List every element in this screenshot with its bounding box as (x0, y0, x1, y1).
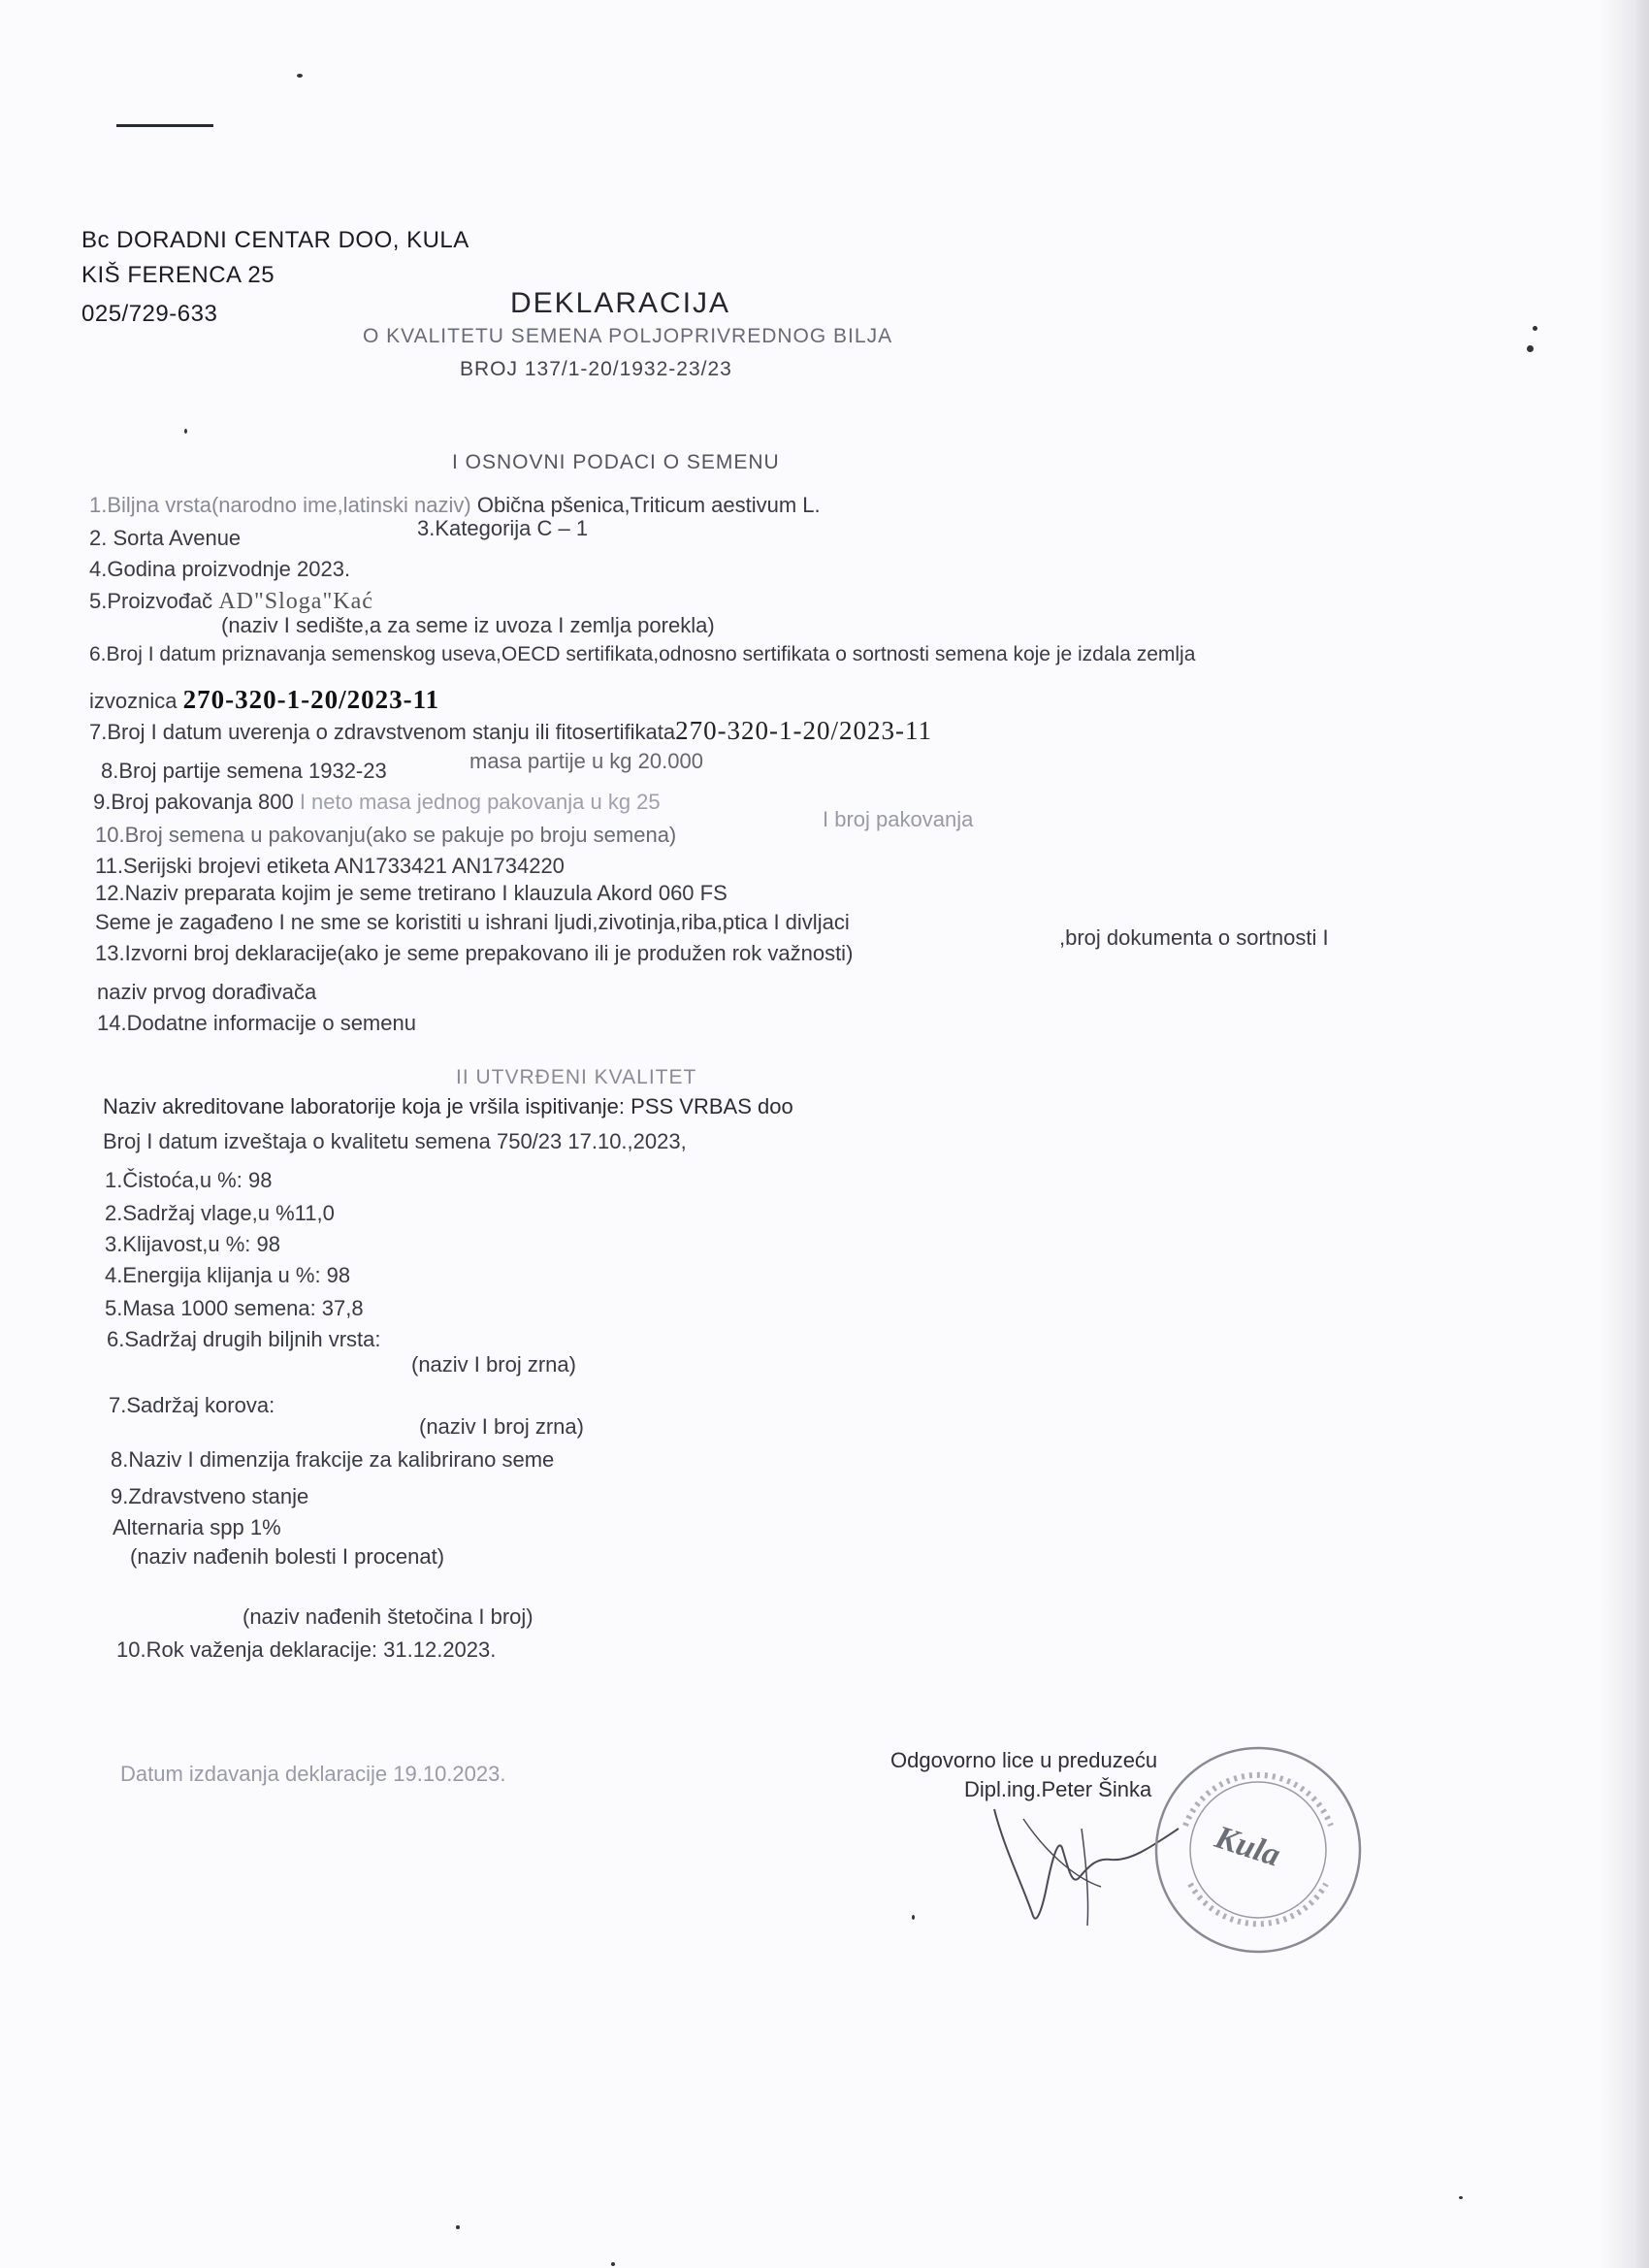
document-number: BROJ 137/1-20/1932-23/23 (460, 358, 732, 380)
q6-note: (naziv I broj zrna) (411, 1352, 576, 1377)
item7-value: 270-320-1-20/2023-11 (675, 716, 933, 745)
scan-speck (456, 2225, 460, 2229)
item3-kategorija: 3.Kategorija C – 1 (417, 516, 589, 540)
scan-speck (1459, 2196, 1463, 2199)
q3-klijavost: 3.Klijavost,u %: 98 (105, 1232, 280, 1256)
q9-note: (naziv nađenih bolesti I procenat) (130, 1544, 445, 1569)
item10-label: 10.Broj semena u pakovanju(ako se pakuje po broju semena) (95, 823, 677, 847)
scan-speck (1533, 326, 1537, 331)
section2-heading: II UTVRĐENI KVALITET (456, 1066, 697, 1088)
item13-line2: naziv prvog dorađivača (97, 980, 317, 1004)
responsible-person-label: Odgovorno lice u preduzeću (890, 1748, 1158, 1772)
document-subtitle: O KVALITETU SEMENA POLJOPRIVREDNOG BILJA (363, 325, 893, 347)
q8-frakcija: 8.Naziv I dimenzija frakcije za kalibrirano seme (111, 1447, 555, 1472)
item6-line1: 6.Broj I datum priznavanja semenskog useva,OECD sertifikata,odnosno sertifikata o sortnosti semena koje je izdala zemlja (89, 643, 1196, 665)
q7-korov: 7.Sadržaj korova: (109, 1393, 275, 1417)
company-phone: 025/729-633 (81, 301, 218, 327)
company-name: Bc DORADNI CENTAR DOO, KULA (81, 227, 469, 253)
item5-label: 5.Proizvođač (89, 589, 213, 613)
report-number: Broj I datum izveštaja o kvalitetu semena 750/23 17.10.,2023, (103, 1129, 687, 1153)
item5-value: AD"Sloga"Kać (218, 589, 373, 614)
lab-name: Naziv akreditovane laboratorije koja je vršila ispitivanje: PSS VRBAS doo (103, 1094, 793, 1118)
scan-speck (611, 2262, 615, 2266)
q10-rok: 10.Rok važenja deklaracije: 31.12.2023. (116, 1637, 497, 1662)
item9 (93, 792, 661, 813)
scan-speck (912, 1915, 915, 1920)
item1-label: 1.Biljna vrsta(narodno ime,latinski naziv) (89, 493, 471, 517)
scan-edge-shadow (1600, 0, 1649, 2268)
q9-zdravstveno: 9.Zdravstveno stanje (111, 1484, 309, 1508)
item5 (89, 590, 373, 613)
item1-value: Obična pšenica,Triticum aestivum L. (476, 493, 821, 517)
scan-speck (184, 429, 187, 434)
q2-vlaga: 2.Sadržaj vlage,u %11,0 (105, 1201, 335, 1225)
item8-mass: masa partije u kg 20.000 (469, 749, 703, 773)
item6-line2-label: izvoznica (89, 689, 178, 713)
scan-speck (1527, 345, 1534, 352)
item7 (89, 718, 932, 744)
document-title: DEKLARACIJA (510, 287, 731, 319)
q9-value: Alternaria spp 1% (113, 1515, 281, 1539)
top-rule (116, 124, 213, 127)
q6-druge-vrste: 6.Sadržaj drugih biljnih vrsta: (107, 1327, 381, 1351)
item6-line2 (89, 687, 439, 713)
item9-label: 9.Broj pakovanja 800 (93, 790, 294, 814)
section1-heading: I OSNOVNI PODACI O SEMENU (452, 451, 780, 473)
item9-net: I neto masa jednog pakovanja u kg 25 (299, 790, 661, 814)
company-seal (1147, 1738, 1370, 1961)
issue-date: Datum izdavanja deklaracije 19.10.2023. (120, 1762, 506, 1786)
q5-masa: 5.Masa 1000 semena: 37,8 (105, 1296, 364, 1320)
q7-note: (naziv I broj zrna) (419, 1414, 584, 1439)
q4-energija: 4.Energija klijanja u %: 98 (105, 1263, 351, 1287)
item6-value: 270-320-1-20/2023-11 (182, 685, 440, 714)
item11-serijski: 11.Serijski brojevi etiketa AN1733421 AN1734220 (95, 854, 565, 878)
item8-partija: 8.Broj partije semena 1932-23 (101, 759, 387, 783)
item7-label: 7.Broj I datum uverenja o zdravstvenom stanju ili fitosertifikata (89, 720, 676, 744)
responsible-person-name: Dipl.ing.Peter Šinka (964, 1777, 1152, 1801)
item13-line1: 13.Izvorni broj deklaracije(ako je seme prepakovano ili je produžen rok važnosti) (95, 941, 854, 965)
company-address: KIŠ FERENCA 25 (81, 262, 275, 288)
item1 (89, 495, 821, 516)
scan-speck (297, 74, 303, 78)
item12-preparat: 12.Naziv preparata kojim je seme tretirano I klauzula Akord 060 FS (95, 881, 728, 905)
item2-sorta: 2. Sorta Avenue (89, 526, 242, 550)
item12-warning: Seme je zagađeno I ne sme se koristiti u ishrani ljudi,zivotinja,riba,ptica I divljaci (95, 910, 850, 934)
item5-note: (naziv I sedište,a za seme iz uvoza I zemlja porekla) (221, 613, 715, 637)
item4-godina: 4.Godina proizvodnje 2023. (89, 557, 351, 581)
q1-cistoca: 1.Čistoća,u %: 98 (105, 1168, 273, 1192)
item14-dodatne: 14.Dodatne informacije o semenu (97, 1011, 416, 1035)
q9-note2: (naziv nađenih štetočina I broj) (242, 1604, 534, 1629)
item10-right: I broj pakovanja (823, 807, 974, 831)
item13-right: ,broj dokumenta o sortnosti I (1059, 925, 1329, 950)
seal-text: Kula (1211, 1819, 1285, 1874)
